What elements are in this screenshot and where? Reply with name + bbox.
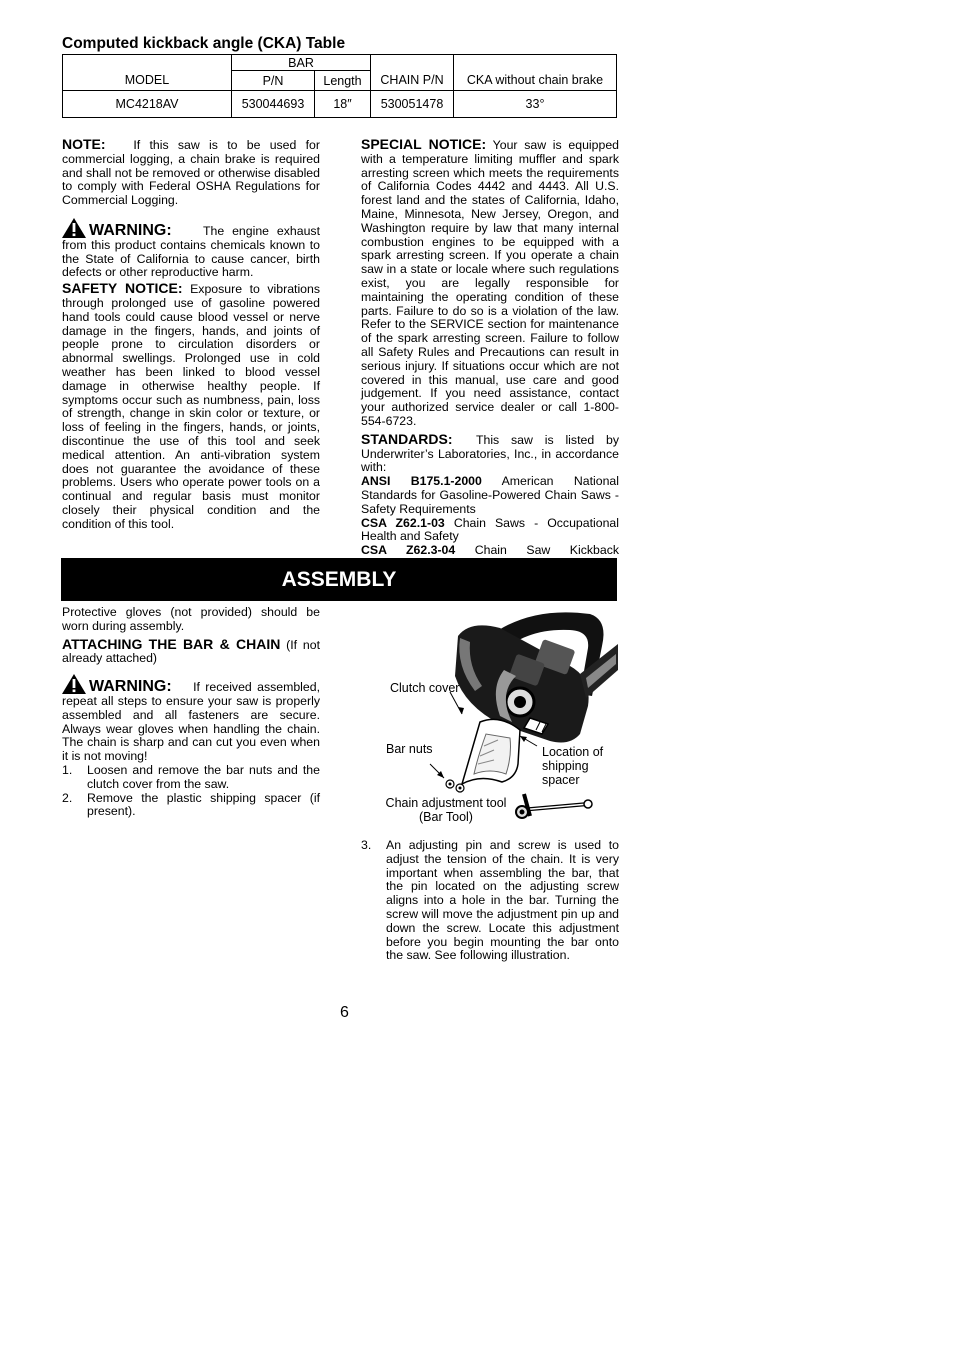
attach-note: (If not already attached) [62,637,320,666]
list-item [361,839,619,963]
step-number: 1. [62,762,73,777]
step-number: 3. [361,838,372,852]
assembly-warning-body: If received assembled, repeat all steps to ensure your saw is properly assembled and all fasteners are secure. Always wear gloves when handling the chain. The chain is sharp and can cut you even when it is not moving! [62,680,321,764]
bar-pn-header: P/N [232,71,315,91]
chain-tool-label-line-1: Chain adjustment tool [385,796,507,810]
assembly-left-column [62,606,320,819]
page-number: 6 [340,1004,349,1021]
chain-tool-label-line-2: (Bar Tool) [419,810,473,824]
step-number: 2. [62,790,73,805]
special-notice-lead: SPECIAL NOTICE: [361,136,487,152]
warning-triangle-icon [62,674,86,694]
csa3-body: Chain Saw Kickback [474,543,620,558]
bar-header: BAR [232,55,371,71]
list-item [62,764,320,792]
chainsaw-illustration [420,606,620,821]
list-item [62,792,320,820]
assembly-heading: ASSEMBLY [61,558,617,601]
cka-header: CKA without chain brake [454,55,617,91]
csa3-code: CSA Z62.3-04 [361,543,456,558]
steps-list-continued [361,839,619,963]
model-header: MODEL [63,55,232,91]
step-text: An adjusting pin and screw is used to adjust the tension of the chain. It is very important when assembling the bar, that the pin located on the adjusting screw aligns into a hole in the bar. Turning the screw will move the adjustment pin up and down the screw. Locate this adjustment before you begin mounting the bar onto the saw. See following illustration. [386,838,619,963]
csa1-paragraph [361,517,619,545]
attach-lead: ATTACHING THE BAR & CHAIN [62,635,281,652]
chain-pn-header: CHAIN P/N [371,55,454,91]
standards-lead: STANDARDS: [361,430,453,447]
note-lead: NOTE: [62,136,106,152]
assembly-warning-lead: WARNING: [89,678,172,696]
note-paragraph [62,138,320,208]
ansi-body: American National Standards for Gasoline-Powered Chain Saws - Safety Requirements [361,474,619,516]
spacer-location-label [542,745,603,787]
warning-paragraph [62,218,320,280]
right-column [361,138,619,572]
assembly-warning-paragraph [62,674,320,764]
safety-paragraph [62,282,320,531]
assembly-right-column [361,839,619,963]
note-body: If this saw is to be used for commercial logging, a chain brake is required and shall not be removed or otherwise disabled to comply with Federal OSHA Regulations for Commercial Logging. [62,138,320,208]
safety-lead: SAFETY NOTICE: [62,280,183,297]
left-column [62,138,320,532]
bar-length-header: Length [315,71,371,91]
clutch-cover-label: Clutch cover [390,681,460,695]
chain-tool-label [378,796,514,824]
safety-body: Exposure to vibrations through prolonged use of gasoline powered hand tools could cause blood vessel or nerve damage in the fingers, hands, and joints of people prone to circulation disorders or abnormal swellings. Prolonged use in cold weather has been linked to blood vessel damage in otherwise healthy people. If symptoms occur such as numbness, pain, loss of strength, change in skin color or texture, or loss of feeling in the fingers, hands, or joints, discontinue the use of this tool and seek medical attention. An anti-vibration system does not guarantee the avoidance of these problems. Users who operate power tools on a continual and regular basis must monitor closely their physical condition and the condition of this tool. [62,282,321,531]
chain-pn-cell: 530051478 [371,91,454,118]
cka-table [62,54,617,118]
spacer-label-line-1: Location of [542,745,604,759]
special-notice-paragraph [361,138,619,429]
special-notice-body: Your saw is equipped with a temperature limiting muffler and spark arresting screen which meets the requirements of California Codes 4442 and 4443. All U.S. forest land and the states of California, Idaho, Maine, Minnesota, New Jersey, Oregon, and Washington require by law that many internal combustion engines to be equipped with a spark arresting screen. If you operate a chain saw in a state or locale where such regulations exist, you are legally responsible for maintaining the operating condition of these parts. Failure to do so is a violation of the law. Refer to the SERVICE section for maintenance of the spark arresting screen. Failure to follow all Safety Rules and Precautions can result in serious injury. If situations occur which are not covered in this manual, use care and good judgement. If you need assistance, contact your authorized service dealer or call 1-800-554-6723. [361,138,620,428]
bar-length-cell: 18″ [315,91,371,118]
attach-paragraph [62,635,320,667]
steps-list [62,764,320,819]
ansi-code: ANSI B175.1-2000 [361,474,482,489]
spacer-label-line-3: spacer [542,773,580,787]
bar-nuts-label: Bar nuts [386,742,433,756]
csa1-body: Chain Saws - Occupational Health and Safety [361,515,619,544]
standards-paragraph [361,430,619,475]
warning-triangle-icon [62,218,86,238]
bar-pn-cell: 530044693 [232,91,315,118]
ansi-paragraph [361,475,619,516]
csa1-code: CSA Z62.1-03 [361,515,445,530]
gloves-paragraph: Protective gloves (not provided) should be worn during assembly. [62,605,320,633]
step-text: Loosen and remove the bar nuts and the clutch cover from the saw. [87,762,320,791]
warning-body: The engine exhaust from this product contains chemicals known to the State of California to cause cancer, birth defects or other reproductive harm. [62,223,320,280]
model-cell: MC4218AV [63,91,232,118]
warning-lead: WARNING: [89,221,172,239]
cka-cell: 33° [454,91,617,118]
spacer-label-line-2: shipping [542,759,589,773]
standards-body: This saw is listed by Underwriter’s Laboratories, Inc., in accordance with: [361,432,619,475]
cka-table-title: Computed kickback angle (CKA) Table [62,35,346,52]
step-text: Remove the plastic shipping spacer (if present). [87,790,320,819]
